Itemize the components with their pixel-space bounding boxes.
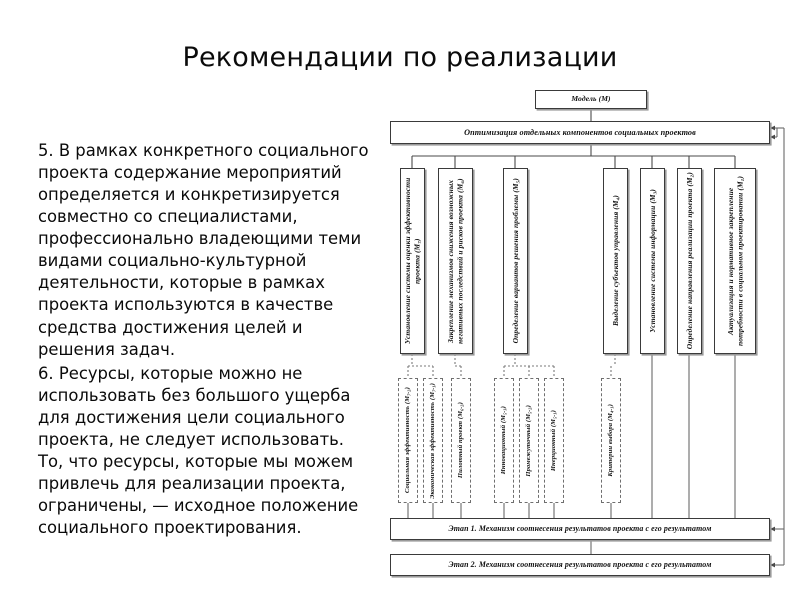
body-text-column	[38, 140, 373, 541]
subcomponent-box-m5-1-label: Инерционный (М₅.₁)	[550, 409, 558, 472]
component-box-m1	[714, 168, 756, 354]
component-box-m2-label: Определение направления реализации проекта (М₂)	[684, 172, 694, 350]
box-optimization	[390, 121, 770, 144]
paragraph-6: 6. Ресурсы, которые можно не использовать без большого ущерба для достижения цели социального проекта, не следует использовать. То, что ресурсы, которые мы можем привлечь для реализации проекта, ограничены, — исходное положение социального проектирования.	[38, 363, 359, 538]
component-box-m4	[603, 168, 628, 354]
component-box-m4-label: Выделение субъектов управления (М₄)	[610, 195, 620, 327]
paragraph-5: 5. В рамках конкретного социального проекта содержание мероприятий определяется и конкретизируется совместно со специалистами, профессионально владеющими теми видами социально-культурной деятельности, которые в рамках проекта используются в качестве средства достижения целей и решения задач.	[38, 141, 369, 359]
subcomponent-box-m5-1	[544, 378, 564, 503]
component-box-m1-label: Актуализация и нормативное закрепление потребности в социальном проектировании (М₁)	[725, 175, 744, 347]
stage-bar-2-label: Этап 2. Механизм соотнесения результатов проекта с его результатом	[448, 559, 712, 569]
component-box-m2	[677, 168, 702, 354]
model-diagram	[388, 88, 792, 578]
component-box-m6	[438, 168, 473, 354]
component-box-m7	[400, 168, 425, 354]
component-box-m5-label: Определение вариантов решения проблемы (М₅)	[510, 178, 520, 344]
subcomponent-box-m4-1	[601, 378, 621, 503]
subcomponent-box-m6-2	[451, 378, 471, 503]
component-box-m5	[503, 168, 528, 354]
component-box-m7-label: Установление системы оценки эффективности проекта (М₇)	[403, 177, 422, 345]
component-box-m6-label: Закрепление механизмов снижения возможных негативных последствий и рисков проекта (М₆)	[446, 178, 465, 344]
box-model	[535, 90, 647, 109]
subcomponent-box-m7-2-label: Социальная эффективность (М₇.₂)	[404, 387, 412, 494]
subcomponent-box-m7-1-label: Экономическая эффективность (М₇.₁)	[429, 382, 437, 499]
subcomponent-box-m7-2	[398, 378, 418, 503]
stage-bar-1	[390, 518, 770, 540]
stage-bar-2	[390, 554, 770, 576]
page-title: Рекомендации по реализации	[182, 42, 618, 73]
subcomponent-box-m5-3-label: Инновационный (М₅.₃)	[500, 406, 508, 475]
subcomponent-box-m4-1-label: Критерии выбора (М₄.₁)	[607, 404, 615, 477]
stage-bar-1-label: Этап 1. Механизм соотнесения результатов проекта с его результатом	[448, 523, 712, 533]
component-box-m3	[640, 168, 665, 354]
subcomponent-box-m6-2-label: Пилотный проект (М₆.₂)	[457, 402, 465, 479]
box-optimization-label: Оптимизация отдельных компонентов социальных проектов	[464, 127, 696, 137]
subcomponent-box-m5-2-label: Промежуточный (М₅.₂)	[525, 404, 533, 477]
subcomponent-box-m5-3	[494, 378, 514, 503]
subcomponent-box-m7-1	[423, 378, 443, 503]
subcomponent-box-m5-2	[519, 378, 539, 503]
box-model-label: Модель (М)	[571, 94, 611, 104]
component-box-m3-label: Установление системы информации (М₃)	[647, 189, 657, 333]
